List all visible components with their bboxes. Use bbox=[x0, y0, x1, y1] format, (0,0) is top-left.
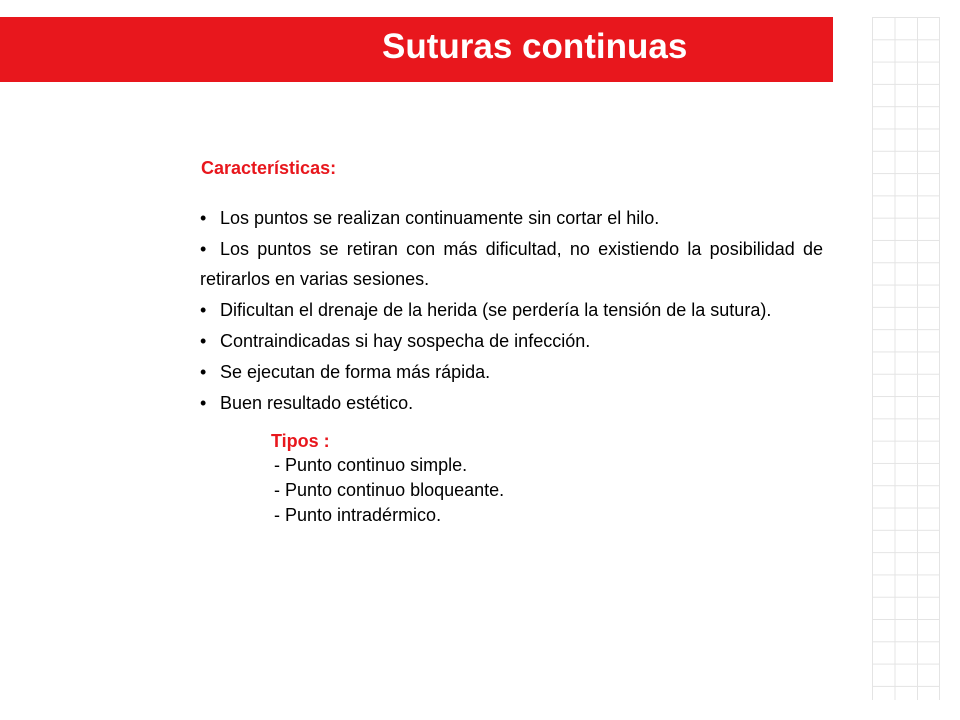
types-list bbox=[274, 453, 504, 528]
list-item bbox=[200, 388, 823, 418]
bullet-icon: • bbox=[200, 362, 207, 382]
bullet-icon: • bbox=[200, 393, 207, 413]
slide-title: Suturas continuas bbox=[382, 27, 688, 66]
list-item bbox=[200, 326, 823, 356]
bullet-icon: • bbox=[200, 331, 207, 351]
bullet-icon: • bbox=[200, 208, 207, 228]
list-item-text: Contraindicadas si hay sospecha de infección. bbox=[220, 331, 591, 351]
types-list-item: - Punto intradérmico. bbox=[274, 505, 442, 525]
list-item-text: Buen resultado estético. bbox=[220, 393, 414, 413]
list-item bbox=[200, 203, 823, 233]
types-list-item: - Punto continuo simple. bbox=[274, 455, 468, 475]
list-item-text: Los puntos se realizan continuamente sin cortar el hilo. bbox=[220, 208, 660, 228]
characteristics-list bbox=[200, 203, 823, 419]
types-heading: Tipos : bbox=[271, 431, 330, 451]
bullet-icon: • bbox=[200, 239, 207, 259]
list-item-text: Se ejecutan de forma más rápida. bbox=[220, 362, 491, 382]
list-item-text: Los puntos se retiran con más dificultad, no existiendo la posibilidad de retirarlos en varias sesiones. bbox=[200, 239, 823, 289]
characteristics-heading: Características: bbox=[201, 158, 337, 178]
list-item bbox=[200, 234, 823, 294]
list-item bbox=[200, 357, 823, 387]
types-list-item: - Punto continuo bloqueante. bbox=[274, 480, 505, 500]
bullet-icon: • bbox=[200, 300, 207, 320]
list-item-text: Dificultan el drenaje de la herida (se perdería la tensión de la sutura). bbox=[220, 300, 772, 320]
decorative-grid bbox=[872, 17, 940, 700]
list-item bbox=[200, 295, 823, 325]
